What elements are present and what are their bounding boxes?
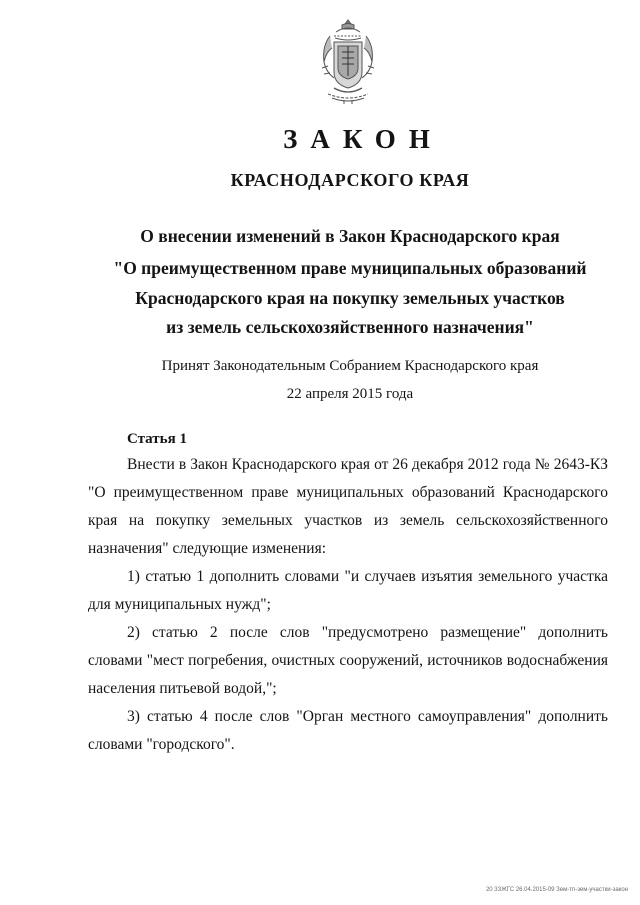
article-intro-paragraph: "О преимущественном праве муниципальных образований Краснодарского края на покупку земельных участков из земель сельскохозяйственного назначения" следующие изменения: xyxy=(88,484,608,557)
law-title-line: О внесении изменений в Закон Краснодарского края xyxy=(140,226,560,246)
krasnodar-coat-of-arms-icon xyxy=(314,16,382,106)
amendment-item-2: 2) статью 2 после слов "предусмотрено размещение" дополнить словами "мест погребения, очистных сооружений, источников водоснабжения населения питьевой водой,"; xyxy=(88,624,608,697)
law-title-line: из земель сельскохозяйственного назначения" xyxy=(166,317,534,337)
law-heading: ЗАКОН xyxy=(283,124,443,154)
law-title-line: Краснодарского края на покупку земельных участков xyxy=(135,288,565,308)
law-title-line: "О преимущественном праве муниципальных образований xyxy=(113,258,587,278)
adoption-statement: Принят Законодательным Собранием Краснодарского края xyxy=(161,358,539,374)
document-file-stamp: 20 3ЗЖГС 26.04.2015-09 Зем-тп-зем-участки-закон xyxy=(485,887,628,893)
article-heading: Статья 1 xyxy=(127,431,187,447)
adoption-date: 22 апреля 2015 года xyxy=(286,386,414,402)
article-intro-first-line: Внести в Закон Краснодарского края от 26 декабря 2012 года № 2643-КЗ xyxy=(127,456,608,473)
article-body xyxy=(88,451,608,759)
amendment-item-3: 3) статью 4 после слов "Орган местного самоуправления" дополнить словами "городского". xyxy=(88,708,608,753)
amendment-item-1: 1) статью 1 дополнить словами "и случаев изъятия земельного участка для муниципальных нужд"; xyxy=(88,568,608,613)
region-heading: КРАСНОДАРСКОГО КРАЯ xyxy=(230,170,470,190)
